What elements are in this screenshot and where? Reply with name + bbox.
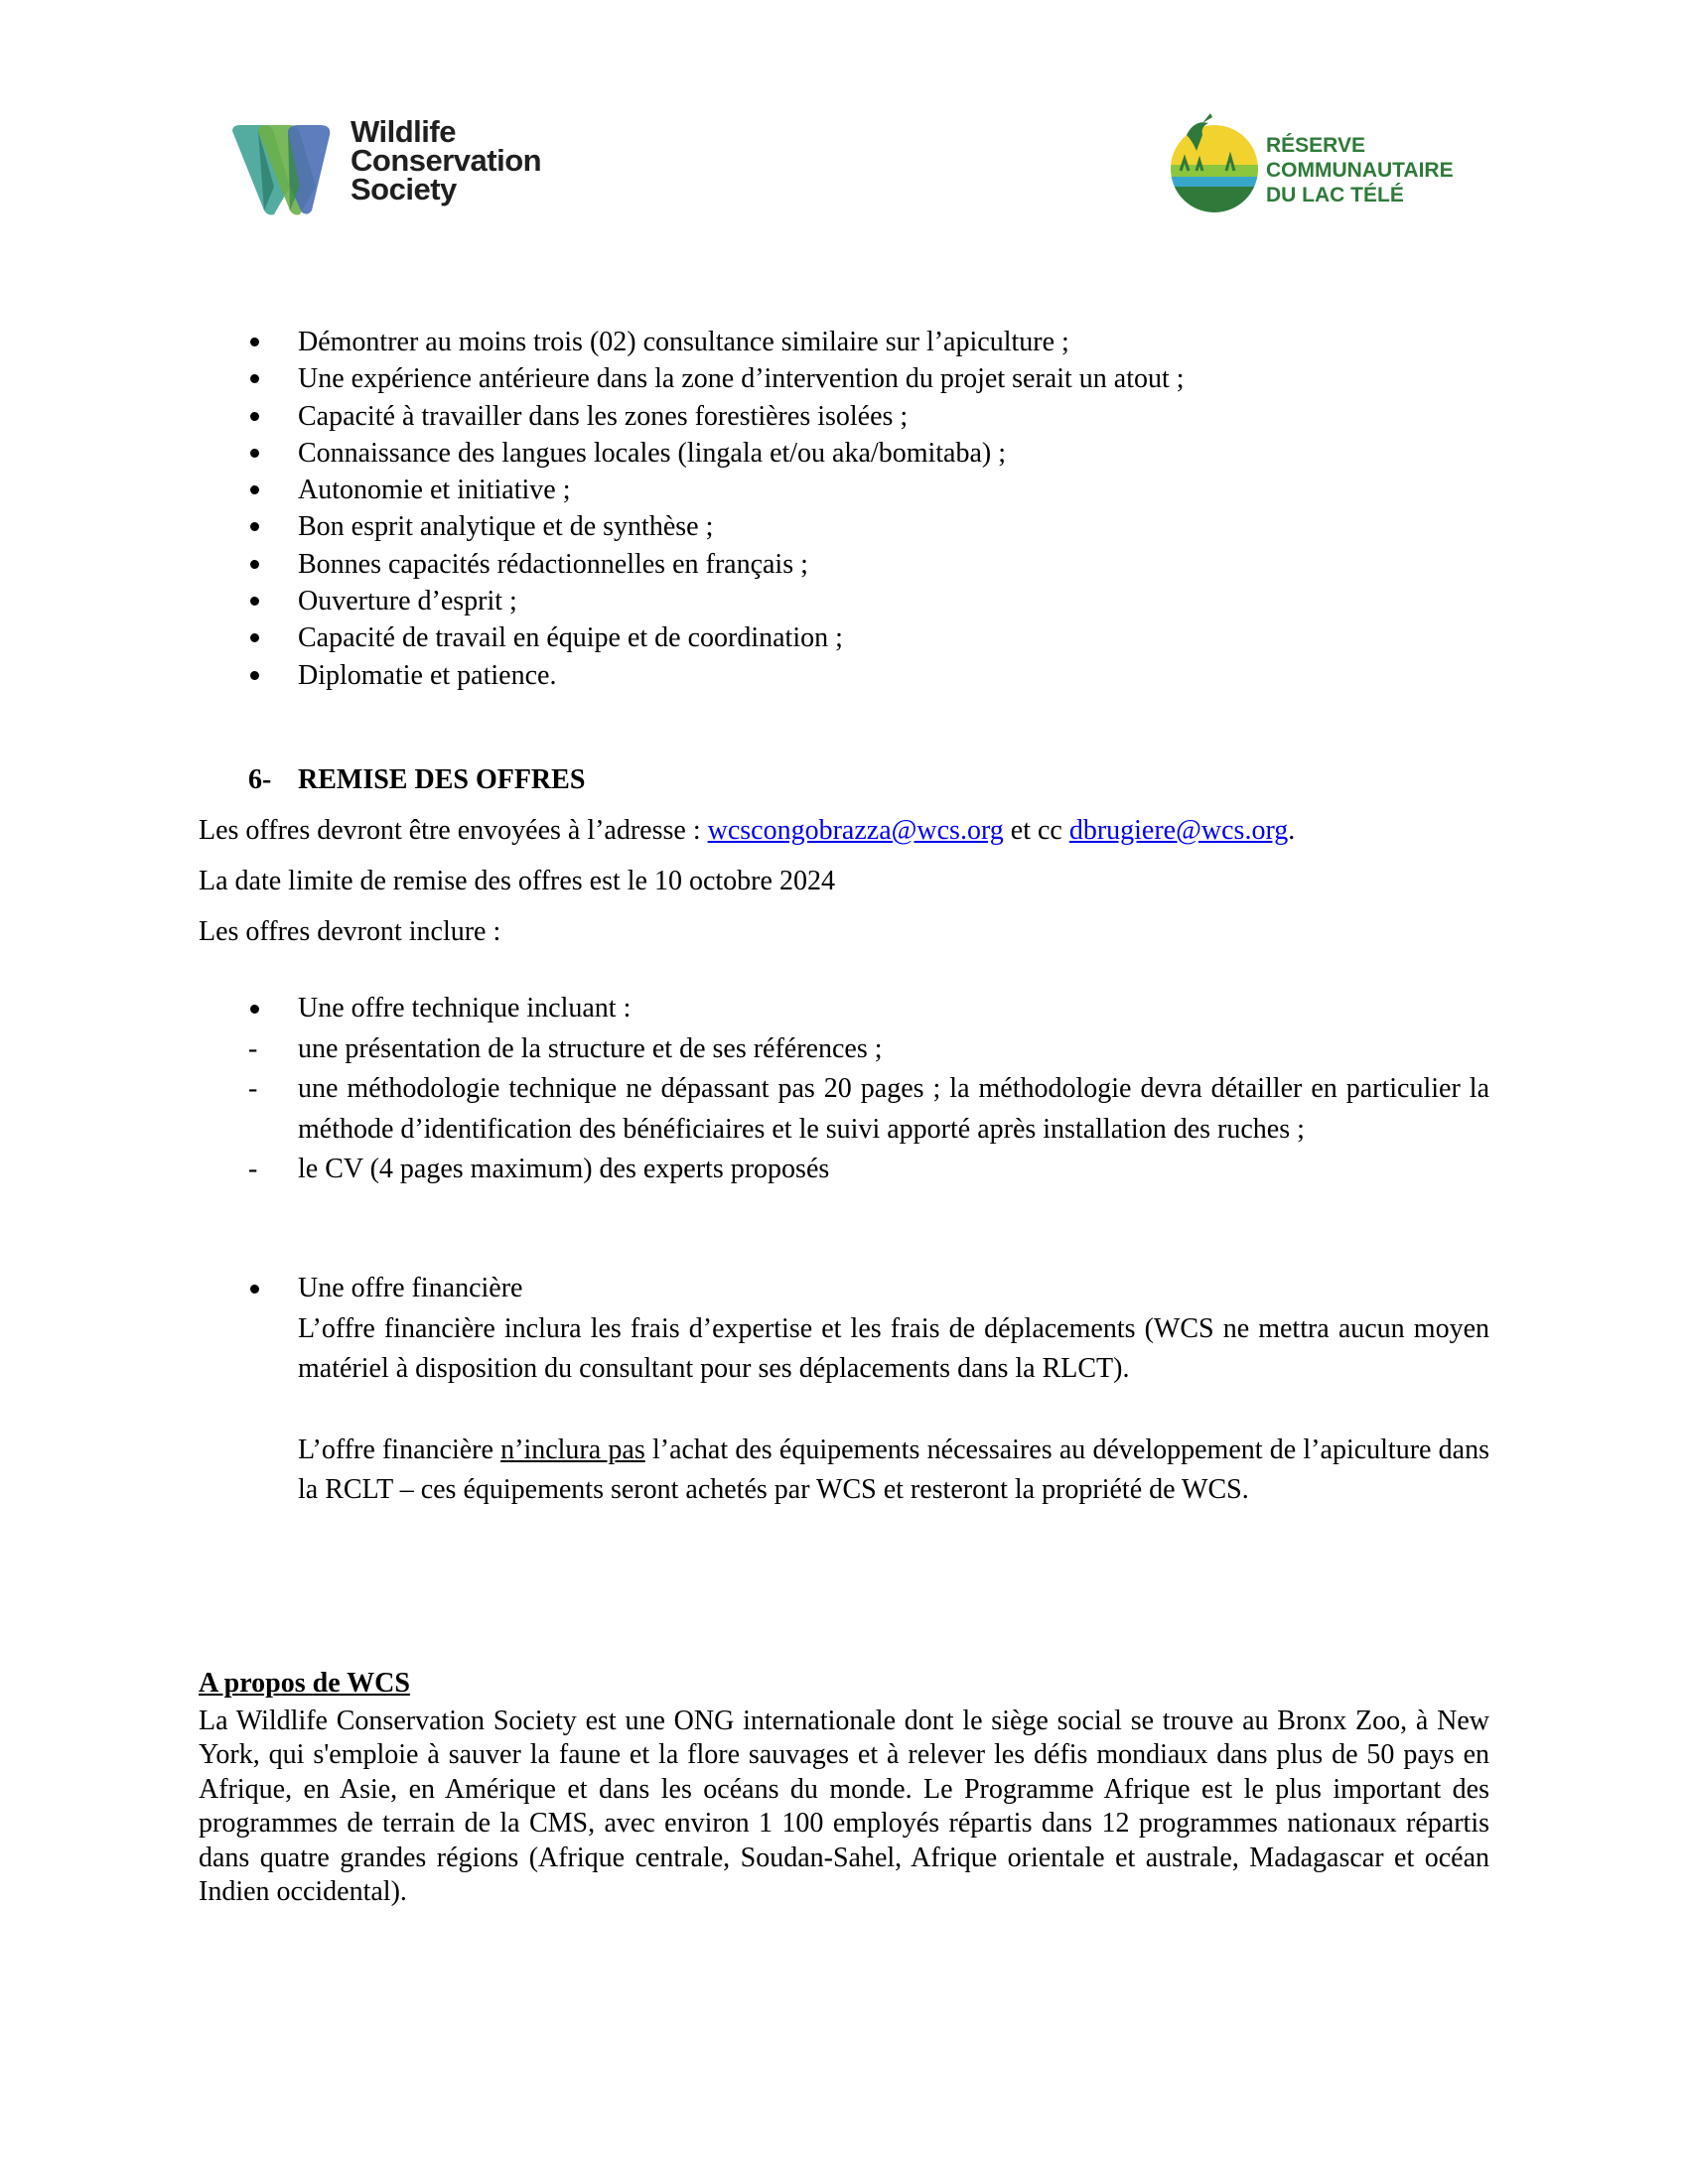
list-item-text: Bonnes capacités rédactionnelles en français ; xyxy=(298,548,808,580)
financial-offer-label: Une offre financière xyxy=(298,1273,523,1303)
technical-subitem xyxy=(199,1150,1489,1190)
send-middle: et cc xyxy=(1003,815,1069,846)
exclusion-prefix: L’offre financière xyxy=(298,1433,501,1465)
list-item-text: Diplomatie et patience. xyxy=(298,659,557,691)
list-item xyxy=(199,360,1489,397)
bullet-icon xyxy=(250,522,259,531)
bullet-icon xyxy=(250,449,259,458)
technical-offer-block xyxy=(199,989,1489,1190)
list-item-text: Une expérience antérieure dans la zone d’intervention du projet serait un atout ; xyxy=(298,363,1185,395)
rclt-logo xyxy=(1167,111,1484,220)
rclt-logo-line: DU LAC TÉLÉ xyxy=(1266,184,1404,206)
list-item-text: Capacité à travailler dans les zones forestières isolées ; xyxy=(298,400,909,432)
list-item xyxy=(199,508,1489,545)
list-item xyxy=(199,398,1489,435)
bullet-icon xyxy=(250,633,259,642)
list-item xyxy=(199,546,1489,583)
exclusion-underlined: n’inclura pas xyxy=(500,1433,645,1465)
bullet-icon xyxy=(250,338,259,346)
include-intro: Les offres devront inclure : xyxy=(199,916,501,947)
bullet-icon xyxy=(250,560,259,569)
technical-subitem xyxy=(199,1069,1489,1150)
wcs-logo-text xyxy=(351,114,542,206)
bullet-icon xyxy=(250,374,259,383)
bullet-icon xyxy=(250,1285,259,1294)
section-heading xyxy=(248,761,585,798)
list-item-text: Autonomie et initiative ; xyxy=(298,475,571,506)
section-number: 6- xyxy=(248,764,272,795)
financial-paragraph: L’offre financière inclura les frais d’expertise et les frais de déplacements (WCS ne mettra aucun moyen matériel à disposition du consultant pour ses déplacements dans la RLCT). xyxy=(298,1312,1489,1384)
list-item xyxy=(199,435,1489,472)
bullet-icon xyxy=(250,1005,259,1014)
list-item xyxy=(199,324,1489,360)
list-item-text: Démontrer au moins trois (02) consultance similaire sur l’apiculture ; xyxy=(298,327,1069,357)
send-prefix: Les offres devront être envoyées à l’adresse : xyxy=(199,815,708,846)
technical-subitem-text: une méthodologie technique ne dépassant pas 20 pages ; la méthodologie devra détailler en particulier la méthode d’identification des bénéficiaires et le suivi apporté après installation des ruches ; xyxy=(298,1073,1489,1145)
list-item xyxy=(199,657,1489,694)
wcs-logo xyxy=(228,114,566,221)
rclt-logo-line: COMMUNAUTAIRE xyxy=(1266,159,1454,182)
dash-marker: - xyxy=(248,1073,258,1104)
rclt-logo-line: RÉSERVE xyxy=(1266,134,1365,157)
list-item xyxy=(199,472,1489,508)
dash-marker: - xyxy=(248,1154,258,1184)
technical-subitem-text: le CV (4 pages maximum) des experts proposés xyxy=(298,1154,830,1184)
bullet-icon xyxy=(250,671,259,680)
bullet-icon xyxy=(250,597,259,606)
bullet-icon xyxy=(250,485,259,494)
technical-subitem xyxy=(199,1029,1489,1070)
wcs-logo-line: Wildlife xyxy=(351,114,456,149)
email-link-primary[interactable]: wcscongobrazza@wcs.org xyxy=(707,815,1004,846)
bullet-icon xyxy=(250,412,259,421)
wcs-logo-line: Conservation xyxy=(351,143,542,178)
requirements-list xyxy=(199,324,1489,694)
lake-heron-emblem-icon xyxy=(1167,111,1262,216)
financial-paragraph-exclusion xyxy=(199,1431,1489,1511)
wcs-logo-line: Society xyxy=(351,172,457,206)
send-instructions xyxy=(199,812,1295,849)
financial-offer-block xyxy=(199,1269,1489,1511)
list-item-text: Bon esprit analytique et de synthèse ; xyxy=(298,511,714,543)
technical-subitem-text: une présentation de la structure et de ses références ; xyxy=(298,1032,883,1064)
list-item-text: Connaissance des langues locales (lingala et/ou aka/bomitaba) ; xyxy=(298,437,1006,469)
email-link-cc[interactable]: dbrugiere@wcs.org xyxy=(1068,815,1289,846)
technical-offer-item xyxy=(199,989,1489,1029)
wcs-w-mark-icon xyxy=(228,125,348,216)
technical-offer-label: Une offre technique incluant : xyxy=(298,993,632,1024)
dash-marker: - xyxy=(248,1032,258,1064)
financial-offer-item xyxy=(199,1269,1489,1309)
rclt-logo-text xyxy=(1266,133,1454,207)
deadline-text: La date limite de remise des offres est le 10 octobre 2024 xyxy=(199,866,835,896)
list-item xyxy=(199,619,1489,656)
list-item-text: Capacité de travail en équipe et de coordination ; xyxy=(298,622,843,654)
send-suffix: . xyxy=(1288,815,1296,846)
about-title: A propos de WCS xyxy=(199,1668,410,1699)
list-item-text: Ouverture d’esprit ; xyxy=(298,586,517,617)
exclusion-suffix: l’achat des équipements nécessaires au développement de l’apiculture dans la RCLT – ces équipements seront achetés par WCS et resteront la propriété de WCS. xyxy=(298,1433,1490,1505)
about-body: La Wildlife Conservation Society est une ONG internationale dont le siège social se trouve au Bronx Zoo, à New York, qui s'emploie à sauver la faune et la flore sauvages et à relever les défis mondiaux dans plus de 50 pays en Afrique, en Asie, en Amérique et dans les océans du monde. Le Programme Afrique est le plus important des programmes de terrain de la CMS, avec environ 1 100 employés répartis dans 12 programmes nationaux répartis dans quatre grandes régions (Afrique centrale, Soudan-Sahel, Afrique orientale et australe, Madagascar et océan Indien occidental). xyxy=(199,1706,1489,1908)
section-title: REMISE DES OFFRES xyxy=(298,764,586,795)
list-item xyxy=(199,583,1489,619)
